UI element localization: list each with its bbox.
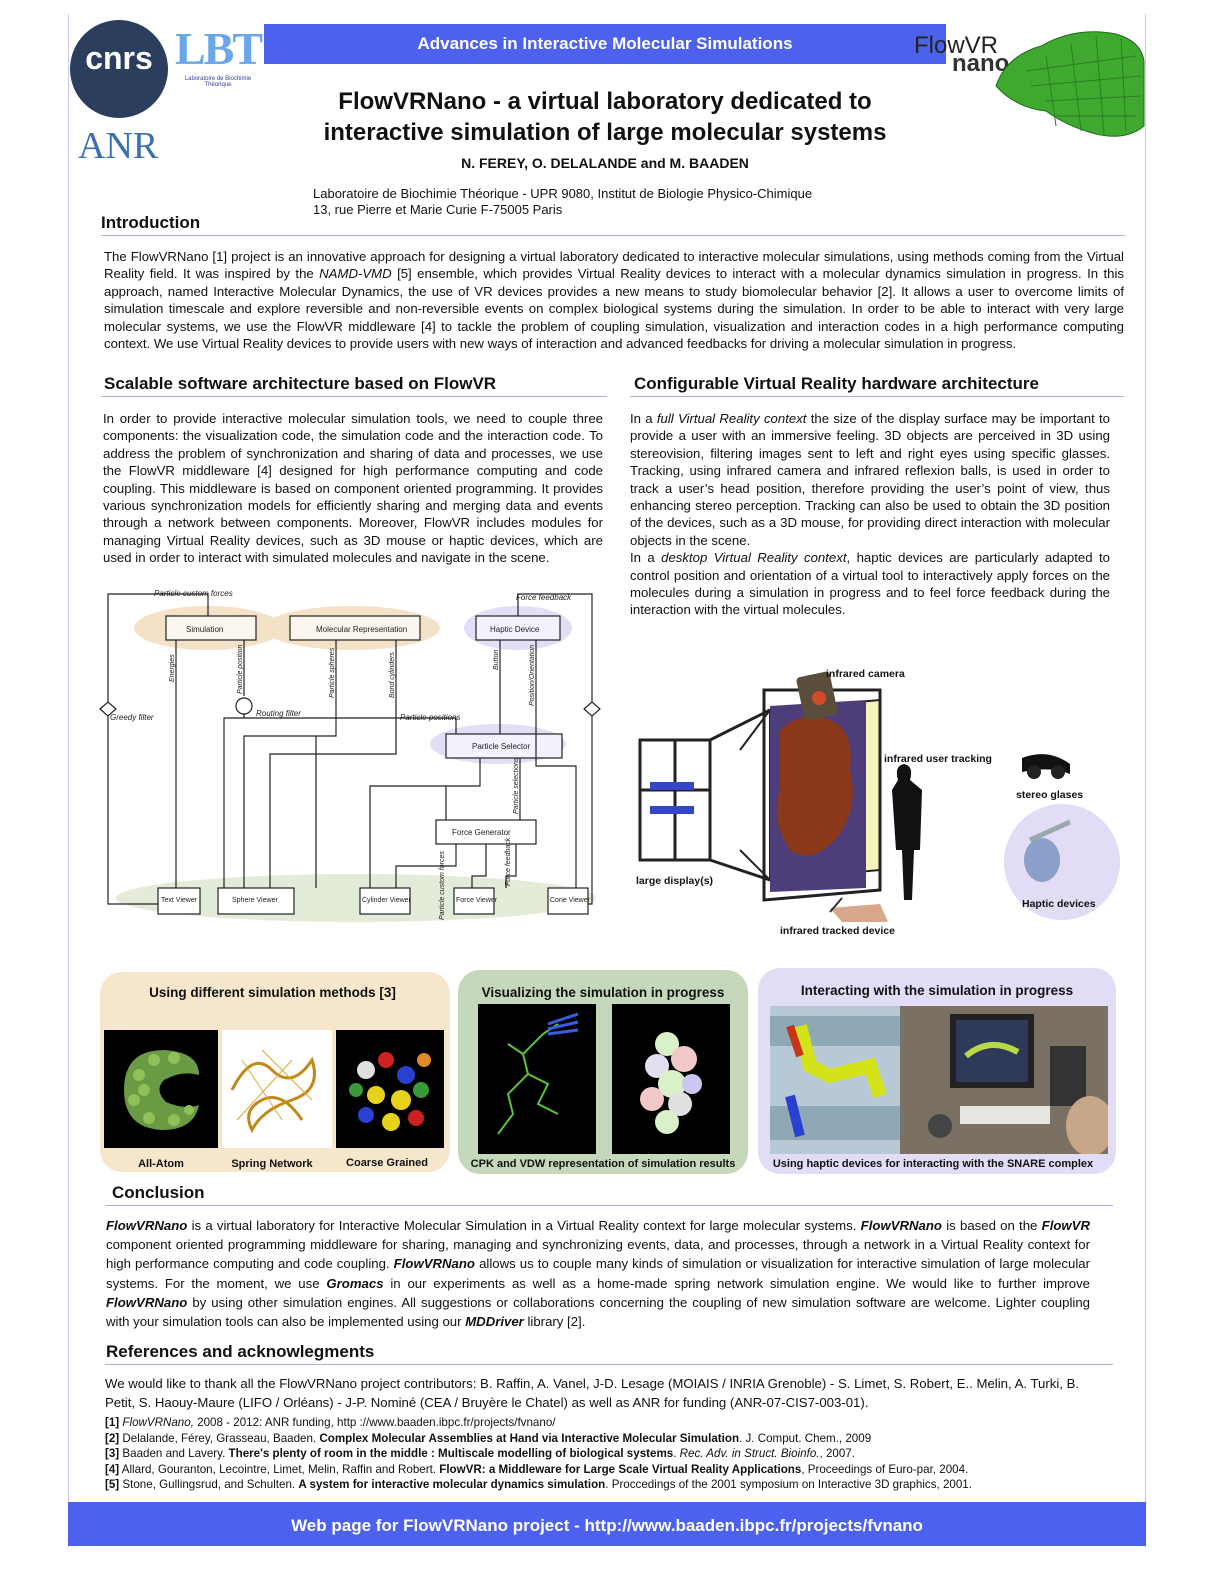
hardware-paragraph-1 [630,410,1110,549]
diagram-label-routing-filter: Routing filter [256,709,301,718]
reference-4 [105,1462,1125,1478]
conclusion-bold-4: FlowVRNano [393,1256,475,1272]
visual-panel-caption: CPK and VDW representation of simulation results [470,1158,736,1170]
conclusion-bold-3: FlowVR [1041,1218,1090,1233]
poster-title [290,86,920,148]
conclusion-text-6: by using other simulation engines. All suggestions or collaborations concerning the coupling of new simulation software are welcome. Lighter coupling with your simulation tools can also be implemented using our [106,1294,1090,1330]
diagram-force-viewer-box: Force Viewer [456,897,498,904]
label-infrared-user-tracking: infrared user tracking [884,753,992,765]
ref-4-num: [4] [105,1462,120,1476]
title-line-1: FlowVRNano - a virtual laboratory dedicated to [338,88,872,115]
reference-2 [105,1431,1125,1447]
interact-panel-caption: Using haptic devices for interacting with the SNARE complex [772,1158,1094,1170]
conclusion-text-2: is based on the [942,1218,1042,1233]
diagram-label-particle-position: Particle position [237,644,244,694]
affiliation-line-2: 13, rue Pierre et Marie Curie F-75005 Paris [313,202,563,217]
vdw-molecule [612,1004,730,1154]
banner: Advances in Interactive Molecular Simulations [264,24,946,64]
label-infrared-camera: infrared camera [826,668,905,680]
diagram-label-particle-selections: Particle selections [513,757,520,814]
snare-complex-render [770,1006,900,1154]
ref-4-authors: Allard, Gouranton, Lecointre, Limet, Melin, Raffin and Robert. [119,1462,440,1476]
diagram-label-energies: Energies [169,654,176,682]
snare-complex-image [770,1006,900,1154]
conclusion-rule [105,1205,1113,1206]
diagram-label-particle-custom-forces-vertical: Particle custom forces [439,851,446,920]
visual-panel-title: Visualizing the simulation in progress [481,985,725,1000]
diagram-text-viewer-box: Text Viewer [161,897,198,904]
hardware-p2-em: desktop Virtual Reality context [661,550,847,566]
conclusion-bold-5: Gromacs [326,1275,384,1291]
ref-2-num: [2] [105,1431,120,1445]
ref-3-title: There's plenty of room in the middle : Multiscale modelling of biological systems [228,1447,674,1461]
diagram-cylinder-viewer-box: Cylinder Viewer [362,897,411,904]
software-heading: Scalable software architecture based on FlowVR [104,374,497,393]
cnrs-logo-text: cnrs [85,40,153,76]
hardware-paragraph-2 [630,549,1110,619]
intro-text-part-2: [5] ensemble, which provides Virtual Reality devices to interact with a molecular dynamics simulation in progress. In this approach, named Interactive Molecular Dynamics, the use of VR devices provides a new means to study biomolecular behavior [2]. It allows a user to overcome limits of simulation timescale and explore reversible and non-reversible events on complex biological systems during the simulation. In order to be able to interact with very large molecular systems, we use the FlowVR middleware [4] to tackle the problem of coupling simulation, visualization and interaction codes in a high performance computing context. We use Virtual Reality devices to provide users with new ways of interaction and advanced feedbacks for driving a molecular simulation in progress. [104,266,1124,352]
all-atom-image [104,1030,218,1148]
conclusion-text-5: in our experiments as well as a home-made spring network simulation engine. We would like to further improve [383,1275,1090,1291]
label-infrared-tracked-device: infrared tracked device [780,925,895,937]
references-heading: References and acknowlegments [106,1342,375,1361]
haptic-lab-scene [900,1006,1108,1154]
intro-text-part-1: The FlowVRNano [1] project is an innovative approach for designing a virtual laboratory dedicated to interactive molecular simulations, using methods coming from the Virtual Reality field. It was inspired by the [104,249,1124,282]
conclusion-text-4: allows us to couple many kinds of simulation or visualization for interactive simulation of large molecular systems. For the moment, we use [106,1256,1090,1291]
ref-3-year: , 2007. [819,1447,855,1461]
methods-panel-title: Using different simulation methods [3] [149,985,396,1000]
reference-list [105,1415,1125,1493]
diagram-particle-selector-box: Particle Selector [472,742,531,751]
affiliation-line-1: Laboratoire de Biochimie Théorique - UPR 9080, Institut de Biologie Physico-Chimique [313,186,813,201]
ref-1-text: 2008 - 2012: ANR funding, http ://www.baaden.ibpc.fr/projects/fvnano/ [193,1416,556,1429]
ref-2-source: . J. Comput. Chem., 2009 [739,1431,872,1445]
diagram-label-force-feedback-vertical: Force feedback [505,837,512,886]
lbt-logo-subtitle: Laboratoire de Biochimie Théorique [184,76,252,88]
software-rule [101,396,607,397]
ref-5-authors: Stone, Gullingsrud, and Schulten. [119,1478,299,1492]
flowvr-logo-top: FlowVR [914,32,999,59]
hardware-p1-em: full Virtual Reality context [656,411,807,426]
software-text: In order to provide interactive molecular simulation tools, we need to couple three components: the visualization code, the simulation code and the interaction code. To address the problem of synchronization and sharing of data and processes, we use the FlowVR middleware [4] designed for high performance computing and code coupling. This middleware is based on component oriented programming. It provides various synchronization models for efficiently sharing and merging data and events through a network between components. Moreover, FlowVR includes modules for managing Virtual Reality devices, such as 3D mouse or haptic devices, which are used in order to interact with simulated molecules and navigate in the scene. [103,411,603,566]
project-web-link[interactable]: Web page for FlowVRNano project - http://www.baaden.ibpc.fr/projects/fvnano [68,1502,1146,1546]
lbt-logo: LBT [174,23,262,74]
spring-network-molecule [222,1030,332,1148]
conclusion-bold-7: MDDriver [465,1314,524,1330]
acknowledgments-text: We would like to thank all the FlowVRNano project contributors: B. Raffin, A. Vanel, J-D. Lesage (MOIAIS / INRIA Grenoble) - S. Limet, S. Robert, E.. Melin, A. Turki, B. Petit, S. Haouy-Maure (LIFO / Orléans) - J-P. Nominé (CEA / Bruyère le Chatel) as well as ANR for funding (ANR-07-CIS7-003-01). [105,1376,1080,1411]
hardware-p2-part-b: , haptic devices are particularly adapted to control position and orientation of a virtual tool to interactively apply forces on the molecules during a simulation in progress and to feel force feedback during the interaction with the virtual molecules. [630,550,1110,618]
label-haptic-devices: Haptic devices [1022,898,1096,910]
coarse-grained-caption: Coarse Grained [346,1157,428,1169]
ref-1-title: FlowVRNano, [122,1416,194,1429]
hardware-rule [630,396,1124,397]
diagram-force-generator-box: Force Generator [452,828,511,837]
ref-4-source: , Proceedings of Euro-par, 2004. [801,1462,969,1476]
ref-3-journal: Rec. Adv. in Struct. Bioinfo. [679,1447,820,1461]
conclusion-bold-2: FlowVRNano [860,1218,942,1233]
ref-3-num: [3] [105,1447,120,1461]
intro-heading: Introduction [101,213,201,232]
title-line-2: interactive simulation of large molecular systems [323,119,887,146]
diagram-label-particle-custom-forces: Particle custom forces [154,589,233,598]
hardware-text [630,410,1110,619]
diagram-molecular-representation-box: Molecular Representation [316,625,408,634]
conclusion-bold-6: FlowVRNano [106,1294,188,1310]
diagram-haptic-device-box: Haptic Device [490,625,540,634]
ref-5-source: . Proccedings of the 2001 symposium on Interactive 3D graphics, 2001. [605,1478,972,1492]
spring-network-image [222,1030,332,1148]
hardware-p1-part-b: the size of the display surface may be important to provide a user with an immersive feeling. 3D objects are perceived in 3D using stereovision, filtering images sent to left and right eyes using specific glasses. Tracking, using infrared camera and infrared reflexion balls, is used in order to track a user’s head position, therefore providing the user’s point of view, thus enhancing stereo perception. Tracking can also be used to obtain the 3D position of the devices, such as a 3D mouse, for providing direct interaction with molecular objects in the scene. [630,411,1110,548]
conclusion-text-7: library [2]. [523,1314,586,1330]
reference-3 [105,1446,1125,1462]
label-large-displays: large display(s) [636,875,714,887]
diagram-cone-viewer-box: Cone Viewer [550,897,590,904]
diagram-label-force-feedback: Force feedback [516,593,572,602]
all-atom-molecule [104,1030,218,1148]
diagram-sphere-viewer-box: Sphere Viewer [232,897,278,904]
ref-2-authors: Delalande, Férey, Grasseau, Baaden. [119,1431,320,1445]
flowvr-component-diagram [96,586,616,924]
diagram-label-bond-cylinders: Bond cylinders [389,652,396,698]
intro-rule [101,235,1125,236]
conclusion-heading: Conclusion [112,1183,205,1202]
ref-4-title: FlowVR: a Middleware for Large Scale Virtual Reality Applications [439,1462,802,1476]
reference-1 [105,1415,1125,1431]
conclusion-text-1: is a virtual laboratory for Interactive Molecular Simulation in a Virtual Reality context for large molecular systems. [187,1218,861,1233]
haptic-lab-photo [900,1006,1108,1154]
flowvr-logo-bottom: nano [952,50,1010,77]
diagram-simulation-box: Simulation [186,625,224,634]
hardware-p1-part-a: In a [630,411,657,426]
ref-3-sep: . [673,1447,680,1461]
ref-1-num: [1] [105,1416,120,1429]
cpk-molecule [478,1004,596,1154]
coarse-grained-image [336,1030,444,1148]
vdw-image [612,1004,730,1154]
conclusion-bold-1: FlowVRNano [106,1218,188,1233]
hardware-p2-part-a: In a [630,550,662,566]
anr-logo: ANR [78,125,159,167]
diagram-label-particle-spheres: Particle spheres [329,647,336,698]
green-hand-image [986,16,1146,146]
affiliation [313,186,913,218]
ref-3-authors: Baaden and Lavery. [119,1447,229,1461]
conclusion-text [106,1216,1090,1331]
interact-panel-title: Interacting with the simulation in progress [800,983,1074,998]
spring-network-caption: Spring Network [231,1158,313,1170]
references-rule [105,1364,1113,1365]
reference-5 [105,1477,1125,1493]
conclusion-text-3: component oriented programming middleware for sharing, managing and synchronizing events, data, and processes, through a network in a Virtual Reality context for high performance computing and code coupling. [106,1237,1090,1272]
authors: N. FEREY, O. DELALANDE and M. BAADEN [461,155,749,171]
coarse-grained-molecule [336,1030,444,1148]
intro-text-em: NAMD-VMD [319,266,392,282]
hardware-heading: Configurable Virtual Reality hardware architecture [634,374,1039,393]
ref-5-title: A system for interactive molecular dynamics simulation [298,1478,606,1492]
cpk-image [478,1004,596,1154]
diagram-label-position-orientation: Position/Orientation [529,644,536,706]
diagram-label-particle-positions: Particle positions [400,713,461,722]
all-atom-caption: All-Atom [138,1158,184,1170]
diagram-label-greedy-filter: Greedy filter [110,713,154,722]
ref-5-num: [5] [105,1478,120,1492]
intro-text [104,248,1124,352]
label-stereo-glases: stereo glases [1016,789,1084,801]
ref-2-title: Complex Molecular Assemblies at Hand via Interactive Molecular Simulation [319,1431,740,1445]
diagram-label-button: Button [493,649,500,670]
